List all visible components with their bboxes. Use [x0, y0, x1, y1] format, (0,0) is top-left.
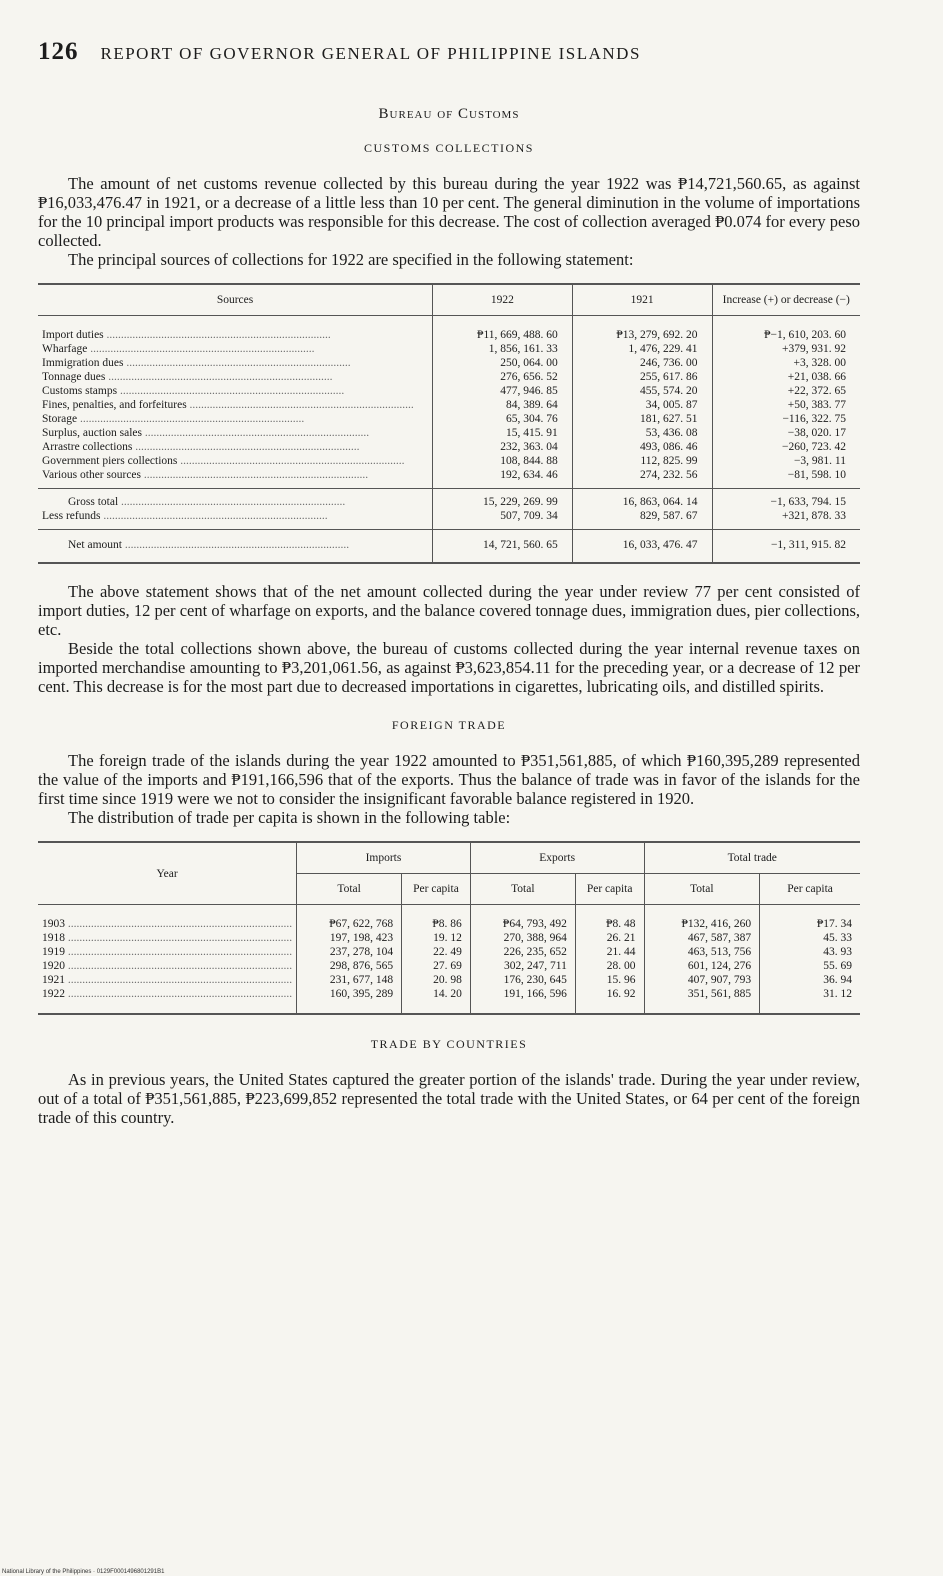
row-label-text: Fines, penalties, and forfeitures .....	[42, 399, 414, 411]
table-cell	[572, 530, 712, 563]
cell-value: −1, 633, 794. 15	[770, 496, 846, 508]
row-label	[38, 440, 433, 454]
table-row	[38, 440, 860, 454]
cell-value: 14. 20	[433, 988, 462, 1000]
row-label	[38, 945, 297, 959]
cell-value: 15. 96	[606, 974, 636, 986]
cell-value: 1, 856, 161. 33	[488, 343, 558, 355]
table-cell	[712, 509, 860, 530]
table-cell	[433, 356, 573, 370]
table-cell	[402, 905, 471, 932]
cell-value: ₱8. 86	[432, 918, 462, 930]
col-header-year: Year	[38, 843, 297, 905]
table-cell	[712, 412, 860, 426]
collections-body	[38, 316, 860, 563]
cell-value: 463, 513, 756	[687, 946, 752, 958]
table-row	[38, 468, 860, 489]
cell-value: 601, 124, 276	[687, 960, 752, 972]
cell-value: 1, 476, 229. 41	[628, 343, 698, 355]
row-label-text: Wharfage .....	[42, 343, 314, 355]
table-cell	[712, 384, 860, 398]
cell-value: −1, 311, 915. 82	[770, 539, 846, 551]
table-cell	[572, 384, 712, 398]
table-row	[38, 398, 860, 412]
table-cell	[644, 945, 760, 959]
cell-value: 237, 278, 104	[329, 946, 394, 958]
row-label	[38, 987, 297, 1013]
table-row	[38, 426, 860, 440]
table-cell	[575, 973, 644, 987]
subsection-customs-collections: CUSTOMS COLLECTIONS	[364, 141, 534, 155]
row-label	[38, 342, 433, 356]
paragraph-5: The foreign trade of the islands during the year 1922 amounted to ₱351,561,885, of which ₱160,395,289 represented the value of the imports and ₱191,166,596 that of the exports. Thus the balance of trade was in favor of the islands for the first time since 1919 were we not to consider the insignificant favorable balance registered in 1920.	[38, 751, 860, 808]
cell-value: 467, 587, 387	[687, 932, 752, 944]
cell-value: 55. 69	[823, 960, 852, 972]
row-label-text: 1921 .....	[42, 974, 292, 986]
table-cell	[572, 468, 712, 489]
row-label	[38, 316, 433, 343]
cell-value: 232, 363. 04	[500, 441, 558, 453]
cell-value: 19. 12	[433, 932, 462, 944]
table-row	[38, 945, 860, 959]
table-cell	[712, 468, 860, 489]
cell-value: 15, 415. 91	[506, 427, 558, 439]
cell-value: 455, 574. 20	[640, 385, 698, 397]
collections-table	[38, 283, 860, 564]
paragraph-2: The principal sources of collections for 1922 are specified in the following statement:	[68, 250, 634, 269]
cell-value: 16. 92	[606, 988, 636, 1000]
col-header-per-capita: Per capita	[760, 874, 860, 905]
row-label-text: Various other sources .....	[42, 469, 368, 481]
cell-value: 191, 166, 596	[503, 988, 567, 1000]
table-cell	[712, 398, 860, 412]
cell-value: 31. 12	[823, 988, 852, 1000]
cell-value: ₱132, 416, 260	[681, 918, 752, 930]
col-header-per-capita: Per capita	[575, 874, 644, 905]
table-cell	[297, 987, 402, 1013]
table-cell	[470, 905, 575, 932]
table-cell	[402, 987, 471, 1013]
row-label	[38, 489, 433, 510]
table-row	[38, 370, 860, 384]
col-header-per-capita: Per capita	[402, 874, 471, 905]
table-cell	[297, 973, 402, 987]
cell-value: 112, 825. 99	[640, 455, 698, 467]
cell-value: ₱8. 48	[606, 918, 636, 930]
cell-value: 36. 94	[823, 974, 852, 986]
cell-value: 181, 627. 51	[640, 413, 698, 425]
table-cell	[433, 412, 573, 426]
table-cell	[402, 945, 471, 959]
row-label	[38, 384, 433, 398]
table-cell	[712, 342, 860, 356]
cell-value: 22. 49	[433, 946, 462, 958]
table-cell	[572, 412, 712, 426]
cell-value: 250, 064. 00	[500, 357, 558, 369]
row-label-text: Immigration dues .....	[42, 357, 351, 369]
table-cell	[297, 931, 402, 945]
table-row	[38, 356, 860, 370]
col-header-total: Total	[470, 874, 575, 905]
cell-value: 298, 876, 565	[329, 960, 394, 972]
table-cell	[572, 489, 712, 510]
row-label	[38, 412, 433, 426]
table-cell	[572, 342, 712, 356]
table-cell	[712, 489, 860, 510]
table-cell	[470, 959, 575, 973]
running-head	[38, 38, 860, 66]
cell-value: +379, 931. 92	[782, 343, 846, 355]
cell-value: 20. 98	[433, 974, 462, 986]
table-cell	[575, 905, 644, 932]
cell-value: 14, 721, 560. 65	[483, 539, 558, 551]
cell-value: 176, 230, 645	[503, 974, 567, 986]
table-cell	[760, 987, 860, 1013]
table-cell	[575, 959, 644, 973]
table-cell	[644, 931, 760, 945]
table-cell	[433, 440, 573, 454]
cell-value: 231, 677, 148	[329, 974, 394, 986]
cell-value: 53, 436. 08	[645, 427, 698, 439]
table-cell	[433, 316, 573, 343]
cell-value: ₱13, 279, 692. 20	[616, 329, 698, 341]
cell-value: 255, 617. 86	[640, 371, 698, 383]
table-cell	[470, 987, 575, 1013]
table-cell	[572, 440, 712, 454]
paragraph-6: The distribution of trade per capita is shown in the following table:	[68, 808, 511, 827]
table-cell	[433, 530, 573, 563]
row-label	[38, 398, 433, 412]
cell-value: 16, 863, 064. 14	[622, 496, 698, 508]
cell-value: 26. 21	[606, 932, 636, 944]
cell-value: −3, 981. 11	[793, 455, 846, 467]
row-label-text: 1922 .....	[42, 988, 292, 1000]
cell-value: 21. 44	[606, 946, 636, 958]
table-cell	[433, 384, 573, 398]
subsection-foreign-trade: FOREIGN TRADE	[391, 718, 507, 732]
cell-value: 84, 389. 64	[506, 399, 558, 411]
paragraph-7: As in previous years, the United States captured the greater portion of the islands' trade. During the year under review, out of a total of ₱351,561,885, ₱223,699,852 represented the total trade with the United States, or 64 per cent of the foreign trade of this country.	[38, 1070, 860, 1127]
cell-value: 108, 844. 88	[500, 455, 558, 467]
table-cell	[433, 398, 573, 412]
row-label-text: Import duties .....	[42, 329, 331, 341]
table-cell	[433, 468, 573, 489]
col-header-change: Increase (+) or decrease (−)	[712, 285, 860, 316]
page	[38, 38, 860, 1127]
row-label	[38, 454, 433, 468]
table-cell	[433, 509, 573, 530]
row-label	[38, 905, 297, 932]
table-cell	[470, 945, 575, 959]
table-cell	[712, 426, 860, 440]
row-label-text: Less refunds .....	[42, 510, 328, 522]
cell-value: 160, 395, 289	[329, 988, 394, 1000]
table-cell	[297, 945, 402, 959]
cell-value: 302, 247, 711	[504, 960, 567, 972]
row-label-text: Gross total .....	[68, 496, 345, 508]
trade-per-capita-table	[38, 841, 860, 1015]
table-row	[38, 905, 860, 932]
table-cell	[712, 440, 860, 454]
table-row	[38, 489, 860, 510]
table-cell	[572, 509, 712, 530]
cell-value: ₱17. 34	[816, 918, 852, 930]
running-title: REPORT OF GOVERNOR GENERAL OF PHILIPPINE ISLANDS	[100, 44, 641, 63]
table-cell	[760, 905, 860, 932]
table-cell	[433, 426, 573, 440]
col-group-total-trade: Total trade	[644, 843, 860, 874]
table-cell	[297, 905, 402, 932]
cell-value: 34, 005. 87	[645, 399, 698, 411]
paragraph-3: The above statement shows that of the net amount collected during the year under review 77 per cent consisted of import duties, 12 per cent of wharfage on exports, and the balance covered tonnage dues, immigration dues, pier collections, etc.	[38, 582, 860, 639]
row-label-text: Surplus, auction sales .....	[42, 427, 369, 439]
col-header-total: Total	[297, 874, 402, 905]
table-row	[38, 931, 860, 945]
cell-value: ₱67, 622, 768	[329, 918, 394, 930]
table-cell	[712, 356, 860, 370]
cell-value: −38, 020. 17	[787, 427, 846, 439]
table-cell	[712, 530, 860, 563]
cell-value: 15, 229, 269. 99	[483, 496, 558, 508]
cell-value: +50, 383. 77	[787, 399, 846, 411]
table-cell	[572, 316, 712, 343]
cell-value: 43. 93	[823, 946, 852, 958]
table-cell	[644, 987, 760, 1013]
row-label	[38, 509, 433, 530]
subsection-trade-by-countries: TRADE BY COUNTRIES	[370, 1037, 528, 1051]
col-group-exports: Exports	[470, 843, 644, 874]
cell-value: +3, 328. 00	[793, 357, 846, 369]
table-cell	[433, 370, 573, 384]
cell-value: ₱−1, 610, 203. 60	[764, 329, 846, 341]
cell-value: 507, 709. 34	[500, 510, 558, 522]
table-cell	[575, 931, 644, 945]
row-label-text: 1918 .....	[42, 932, 292, 944]
cell-value: 407, 907, 793	[687, 974, 752, 986]
table-cell	[470, 973, 575, 987]
table-cell	[712, 316, 860, 343]
cell-value: 197, 198, 423	[329, 932, 394, 944]
cell-value: 276, 656. 52	[500, 371, 558, 383]
table-row	[38, 959, 860, 973]
table-cell	[572, 454, 712, 468]
paragraph-1: The amount of net customs revenue collected by this bureau during the year 1922 was ₱14,721,560.65, as against ₱16,033,476.47 in 1921, or a decrease of a little less than 10 per cent. The general diminution in the volume of importations for the 10 principal import products was responsible for this decrease. The cost of collection averaged ₱0.074 for every peso collected.	[38, 174, 860, 250]
table-cell	[572, 356, 712, 370]
row-label-text: 1920 .....	[42, 960, 292, 972]
cell-value: +21, 038. 66	[787, 371, 846, 383]
table-cell	[572, 426, 712, 440]
table-row	[38, 454, 860, 468]
col-header-sources: Sources	[38, 285, 433, 316]
table-cell	[572, 398, 712, 412]
table-cell	[760, 959, 860, 973]
table-row	[38, 509, 860, 530]
row-label-text: 1903 .....	[42, 918, 292, 930]
row-label	[38, 356, 433, 370]
table-cell	[297, 959, 402, 973]
table-cell	[402, 931, 471, 945]
cell-value: 45. 33	[823, 932, 852, 944]
cell-value: ₱11, 669, 488. 60	[477, 329, 558, 341]
table-cell	[433, 489, 573, 510]
table-cell	[760, 931, 860, 945]
col-group-imports: Imports	[297, 843, 471, 874]
table-row	[38, 530, 860, 563]
row-label	[38, 468, 433, 489]
cell-value: 28. 00	[606, 960, 636, 972]
cell-value: 246, 736. 00	[640, 357, 698, 369]
cell-value: 192, 634. 46	[500, 469, 558, 481]
row-label-text: Net amount .....	[68, 539, 349, 551]
table-row	[38, 412, 860, 426]
table-cell	[575, 945, 644, 959]
paragraph-4: Beside the total collections shown above, the bureau of customs collected during the year internal revenue taxes on imported merchandise amounting to ₱3,201,061.56, as against ₱3,623,854.11 for the preceding year, or a decrease of 12 per cent. This decrease is for the most part due to decreased importations in cigarettes, lubricating oils, and distilled spirits.	[38, 639, 860, 696]
table-row	[38, 973, 860, 987]
cell-value: 270, 388, 964	[503, 932, 567, 944]
cell-value: 829, 587. 67	[640, 510, 698, 522]
row-label-text: 1919 .....	[42, 946, 292, 958]
scan-footer: National Library of the Philippines · 0129F0001496801291B1	[2, 1569, 165, 1575]
cell-value: 477, 946. 85	[500, 385, 558, 397]
table-cell	[402, 959, 471, 973]
table-cell	[644, 905, 760, 932]
table-cell	[433, 342, 573, 356]
cell-value: 226, 235, 652	[503, 946, 567, 958]
row-label	[38, 426, 433, 440]
row-label-text: Government piers collections .....	[42, 455, 405, 467]
row-label-text: Storage .....	[42, 413, 304, 425]
table-cell	[760, 945, 860, 959]
col-header-1922: 1922	[433, 285, 573, 316]
cell-value: 16, 033, 476. 47	[622, 539, 698, 551]
table-cell	[470, 931, 575, 945]
cell-value: +321, 878. 33	[782, 510, 846, 522]
col-header-total: Total	[644, 874, 760, 905]
cell-value: 351, 561, 885	[687, 988, 752, 1000]
trade-body	[38, 905, 860, 1014]
page-number: 126	[38, 38, 79, 65]
table-cell	[644, 973, 760, 987]
table-cell	[644, 959, 760, 973]
table-cell	[712, 454, 860, 468]
row-label	[38, 530, 433, 563]
table-cell	[572, 370, 712, 384]
table-cell	[433, 454, 573, 468]
cell-value: 274, 232. 56	[640, 469, 698, 481]
cell-value: ₱64, 793, 492	[502, 918, 567, 930]
table-row	[38, 342, 860, 356]
row-label	[38, 959, 297, 973]
table-cell	[760, 973, 860, 987]
table-row	[38, 384, 860, 398]
cell-value: 27. 69	[433, 960, 462, 972]
table-cell	[575, 987, 644, 1013]
table-cell	[712, 370, 860, 384]
table-row	[38, 987, 860, 1013]
row-label	[38, 370, 433, 384]
row-label-text: Arrastre collections .....	[42, 441, 360, 453]
cell-value: 493, 086. 46	[640, 441, 698, 453]
cell-value: −81, 598. 10	[787, 469, 846, 481]
cell-value: +22, 372. 65	[787, 385, 846, 397]
row-label-text: Tonnage dues .....	[42, 371, 333, 383]
cell-value: −260, 723. 42	[782, 441, 846, 453]
cell-value: 65, 304. 76	[506, 413, 558, 425]
table-row	[38, 316, 860, 343]
row-label-text: Customs stamps .....	[42, 385, 344, 397]
cell-value: −116, 322. 75	[782, 413, 846, 425]
section-title: Bureau of Customs	[378, 106, 520, 122]
row-label	[38, 973, 297, 987]
col-header-1921: 1921	[572, 285, 712, 316]
table-cell	[402, 973, 471, 987]
row-label	[38, 931, 297, 945]
